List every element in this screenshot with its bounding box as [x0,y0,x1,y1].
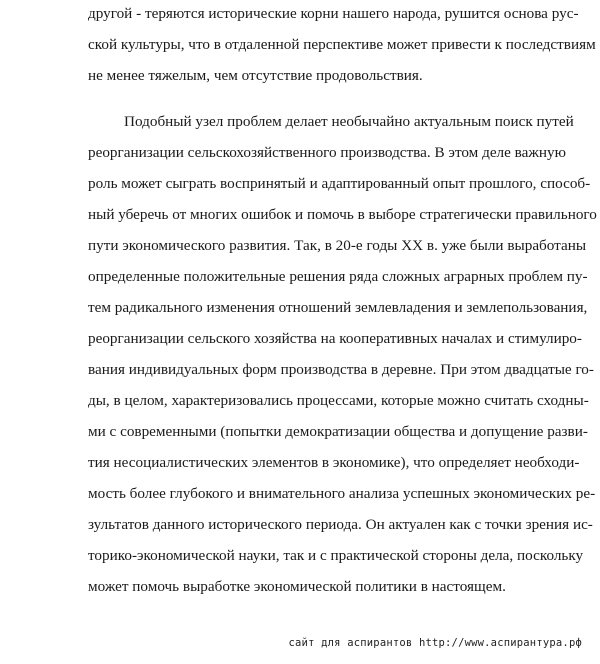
text-line-5: реорганизации сельскохозяйственного производства. В этом деле важную [88,144,566,161]
text-line-7: ный уберечь от многих ошибок и помочь в выборе стратегически правильного [88,206,597,223]
text-line-14: ми с современными (попытки демократизации общества и допущение разви- [88,423,588,440]
text-line-15: тия несоциалистических элементов в экономике), что определяет необходи- [88,454,580,471]
text-line-16: мость более глубокого и внимательного анализа успешных экономических ре- [88,485,596,502]
text-line-1: другой - теряются исторические корни нашего народа, рушится основа рус- [88,5,579,22]
text-line-11: реорганизации сельского хозяйства на кооперативных началах и стимулиро- [88,330,582,347]
text-line-3: не менее тяжелым, чем отсутствие продовольствия. [88,67,423,84]
text-line-2: ской культуры, что в отдаленной перспективе может привести к последствиям [88,36,596,53]
text-line-17: зультатов данного исторического периода. Он актуален как с точки зрения ис- [88,516,593,533]
watermark-footer: сайт для аспирантов http://www.аспирантура.рф [288,637,582,649]
text-line-19: может помочь выработке экономической политики в настоящем. [88,578,506,595]
text-line-6: роль может сыграть воспринятый и адаптированный опыт прошлого, способ- [88,175,591,192]
text-line-12: вания индивидуальных форм производства в деревне. При этом двадцатые го- [88,361,594,378]
text-line-9: определенные положительные решения ряда сложных аграрных проблем пу- [88,268,588,285]
text-line-8: пути экономического развития. Так, в 20-е годы XX в. уже были выработаны [88,237,587,254]
text-line-10: тем радикального изменения отношений землевладения и землепользования, [88,299,588,316]
text-line-13: ды, в целом, характеризовались процессами, которые можно считать сходны- [88,392,589,409]
text-line-4: Подобный узел проблем делает необычайно актуальным поиск путей [124,113,574,130]
text-line-18: торико-экономической науки, так и с практической стороны дела, поскольку [88,547,584,564]
